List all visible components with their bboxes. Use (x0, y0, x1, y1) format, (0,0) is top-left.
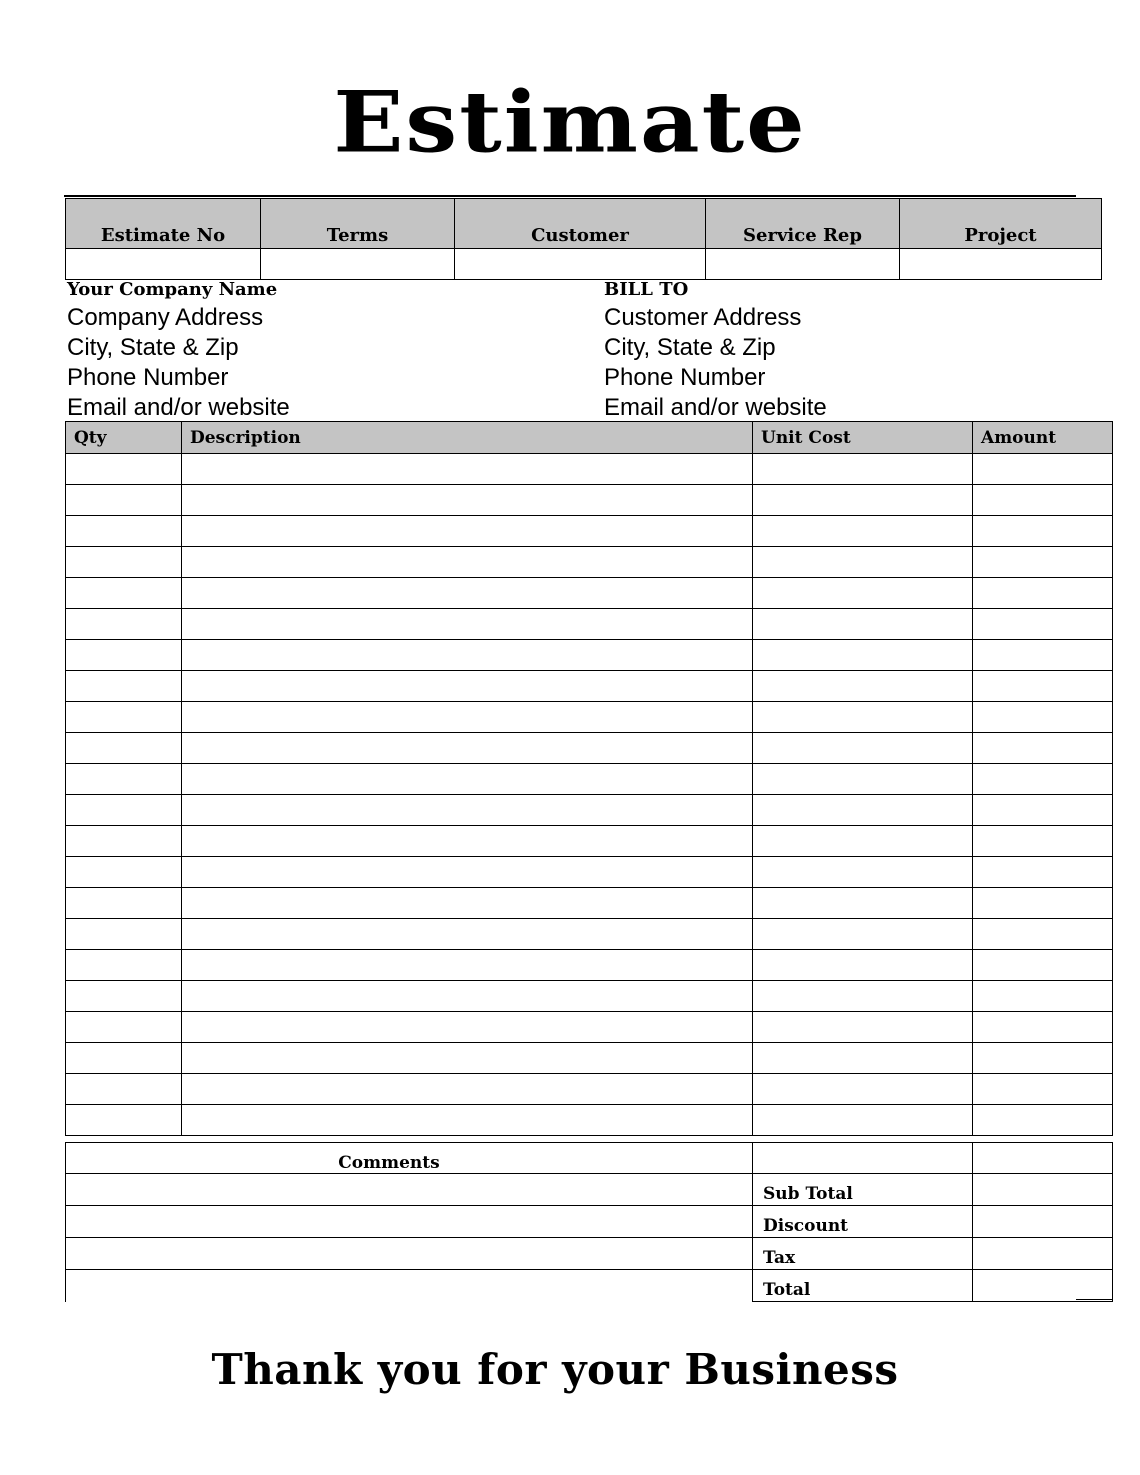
unit-cost-cell[interactable] (753, 733, 973, 764)
qty-cell[interactable] (66, 919, 182, 950)
bill-to-heading: BILL TO (604, 279, 689, 300)
totals-table (65, 1142, 1113, 1302)
discount-label: Discount (753, 1206, 973, 1238)
table-row (66, 1043, 1113, 1074)
qty-cell[interactable] (66, 578, 182, 609)
amount-cell[interactable] (973, 640, 1113, 671)
comments-line[interactable] (66, 1206, 753, 1238)
description-cell[interactable] (182, 1074, 753, 1105)
amount-cell[interactable] (973, 1074, 1113, 1105)
table-row (66, 733, 1113, 764)
amount-cell[interactable] (973, 547, 1113, 578)
bill-to-block (604, 279, 827, 423)
qty-cell[interactable] (66, 733, 182, 764)
description-cell[interactable] (182, 1105, 753, 1136)
estimate-no-field[interactable] (66, 249, 261, 280)
qty-cell[interactable] (66, 547, 182, 578)
description-cell[interactable] (182, 671, 753, 702)
header-amount: Amount (973, 422, 1113, 454)
terms-field[interactable] (261, 249, 455, 280)
subtotal-value[interactable] (973, 1174, 1113, 1206)
thank-you-footer: Thank you for your Business (211, 1345, 899, 1394)
amount-cell[interactable] (973, 1043, 1113, 1074)
qty-cell[interactable] (66, 1105, 182, 1136)
qty-cell[interactable] (66, 950, 182, 981)
divider (1076, 1299, 1112, 1300)
customer-field[interactable] (455, 249, 706, 280)
qty-cell[interactable] (66, 1074, 182, 1105)
amount-cell[interactable] (973, 1105, 1113, 1136)
blank-cell (973, 1143, 1113, 1174)
tax-value[interactable] (973, 1238, 1113, 1270)
unit-cost-cell[interactable] (753, 795, 973, 826)
description-cell[interactable] (182, 1043, 753, 1074)
description-cell[interactable] (182, 795, 753, 826)
qty-cell[interactable] (66, 981, 182, 1012)
amount-cell[interactable] (973, 485, 1113, 516)
estimate-info-table (65, 198, 1102, 280)
description-cell[interactable] (182, 888, 753, 919)
amount-cell[interactable] (973, 1012, 1113, 1043)
description-cell[interactable] (182, 702, 753, 733)
customer-city-line: City, State & Zip (604, 334, 776, 361)
qty-cell[interactable] (66, 454, 182, 485)
qty-cell[interactable] (66, 516, 182, 547)
qty-cell[interactable] (66, 485, 182, 516)
customer-email-line: Email and/or website (604, 394, 827, 421)
qty-cell[interactable] (66, 640, 182, 671)
header-description: Description (182, 422, 753, 454)
comments-line[interactable] (66, 1238, 753, 1270)
description-cell[interactable] (182, 609, 753, 640)
tax-label: Tax (753, 1238, 973, 1270)
table-row (66, 795, 1113, 826)
qty-cell[interactable] (66, 795, 182, 826)
total-value[interactable] (973, 1270, 1113, 1302)
unit-cost-cell[interactable] (753, 547, 973, 578)
unit-cost-cell[interactable] (753, 857, 973, 888)
amount-cell[interactable] (973, 454, 1113, 485)
subtotal-label: Sub Total (753, 1174, 973, 1206)
qty-cell[interactable] (66, 826, 182, 857)
qty-cell[interactable] (66, 702, 182, 733)
table-row (66, 981, 1113, 1012)
table-row (66, 1105, 1113, 1136)
company-city-line: City, State & Zip (67, 334, 239, 361)
divider (64, 195, 1076, 197)
table-row (66, 640, 1113, 671)
table-row (66, 702, 1113, 733)
unit-cost-cell[interactable] (753, 454, 973, 485)
description-cell[interactable] (182, 733, 753, 764)
unit-cost-cell[interactable] (753, 1043, 973, 1074)
table-row (66, 485, 1113, 516)
table-row (66, 609, 1113, 640)
description-cell[interactable] (182, 919, 753, 950)
unit-cost-cell[interactable] (753, 826, 973, 857)
unit-cost-cell[interactable] (753, 578, 973, 609)
unit-cost-cell[interactable] (753, 981, 973, 1012)
table-row (66, 888, 1113, 919)
amount-cell[interactable] (973, 764, 1113, 795)
unit-cost-cell[interactable] (753, 1012, 973, 1043)
qty-cell[interactable] (66, 1043, 182, 1074)
amount-cell[interactable] (973, 578, 1113, 609)
table-row (66, 671, 1113, 702)
unit-cost-cell[interactable] (753, 1105, 973, 1136)
table-row (66, 764, 1113, 795)
description-cell[interactable] (182, 1012, 753, 1043)
company-phone-line: Phone Number (67, 364, 229, 391)
qty-cell[interactable] (66, 609, 182, 640)
header-unit-cost: Unit Cost (753, 422, 973, 454)
amount-cell[interactable] (973, 981, 1113, 1012)
description-cell[interactable] (182, 857, 753, 888)
table-row (66, 919, 1113, 950)
unit-cost-cell[interactable] (753, 671, 973, 702)
table-row (66, 1074, 1113, 1105)
company-email-line: Email and/or website (67, 394, 290, 421)
unit-cost-cell[interactable] (753, 516, 973, 547)
description-cell[interactable] (182, 640, 753, 671)
table-row (66, 516, 1113, 547)
amount-cell[interactable] (973, 702, 1113, 733)
comments-line[interactable] (66, 1174, 753, 1206)
amount-cell[interactable] (973, 826, 1113, 857)
description-cell[interactable] (182, 578, 753, 609)
amount-cell[interactable] (973, 795, 1113, 826)
qty-cell[interactable] (66, 888, 182, 919)
company-name: Your Company Name (67, 279, 278, 300)
customer-address-line: Customer Address (604, 304, 802, 331)
description-cell[interactable] (182, 547, 753, 578)
description-cell[interactable] (182, 485, 753, 516)
amount-cell[interactable] (973, 857, 1113, 888)
comments-heading: Comments (66, 1143, 753, 1174)
company-address-block (67, 279, 290, 423)
amount-cell[interactable] (973, 609, 1113, 640)
unit-cost-cell[interactable] (753, 609, 973, 640)
qty-cell[interactable] (66, 671, 182, 702)
description-cell[interactable] (182, 764, 753, 795)
unit-cost-cell[interactable] (753, 1074, 973, 1105)
amount-cell[interactable] (973, 950, 1113, 981)
table-row (66, 950, 1113, 981)
description-cell[interactable] (182, 826, 753, 857)
unit-cost-cell[interactable] (753, 919, 973, 950)
amount-cell[interactable] (973, 888, 1113, 919)
customer-phone-line: Phone Number (604, 364, 766, 391)
project-field[interactable] (900, 249, 1102, 280)
header-estimate-no: Estimate No (66, 199, 261, 249)
unit-cost-cell[interactable] (753, 888, 973, 919)
unit-cost-cell[interactable] (753, 950, 973, 981)
unit-cost-cell[interactable] (753, 702, 973, 733)
description-cell[interactable] (182, 454, 753, 485)
total-label: Total (753, 1270, 973, 1302)
table-row (66, 857, 1113, 888)
service-rep-field[interactable] (706, 249, 900, 280)
qty-cell[interactable] (66, 857, 182, 888)
description-cell[interactable] (182, 516, 753, 547)
amount-cell[interactable] (973, 919, 1113, 950)
line-items-table (65, 421, 1113, 1136)
comments-line[interactable] (66, 1270, 753, 1302)
unit-cost-cell[interactable] (753, 485, 973, 516)
discount-value[interactable] (973, 1206, 1113, 1238)
amount-cell[interactable] (973, 516, 1113, 547)
amount-cell[interactable] (973, 671, 1113, 702)
qty-cell[interactable] (66, 1012, 182, 1043)
description-cell[interactable] (182, 950, 753, 981)
page-title: Estimate (333, 72, 807, 172)
header-project: Project (900, 199, 1102, 249)
header-service-rep: Service Rep (706, 199, 900, 249)
company-address-line: Company Address (67, 304, 264, 331)
unit-cost-cell[interactable] (753, 764, 973, 795)
table-row (66, 454, 1113, 485)
table-row (66, 578, 1113, 609)
header-customer: Customer (455, 199, 706, 249)
amount-cell[interactable] (973, 733, 1113, 764)
header-terms: Terms (261, 199, 455, 249)
table-row (66, 826, 1113, 857)
blank-cell (753, 1143, 973, 1174)
table-row (66, 547, 1113, 578)
table-row (66, 1012, 1113, 1043)
header-qty: Qty (66, 422, 182, 454)
qty-cell[interactable] (66, 764, 182, 795)
description-cell[interactable] (182, 981, 753, 1012)
unit-cost-cell[interactable] (753, 640, 973, 671)
